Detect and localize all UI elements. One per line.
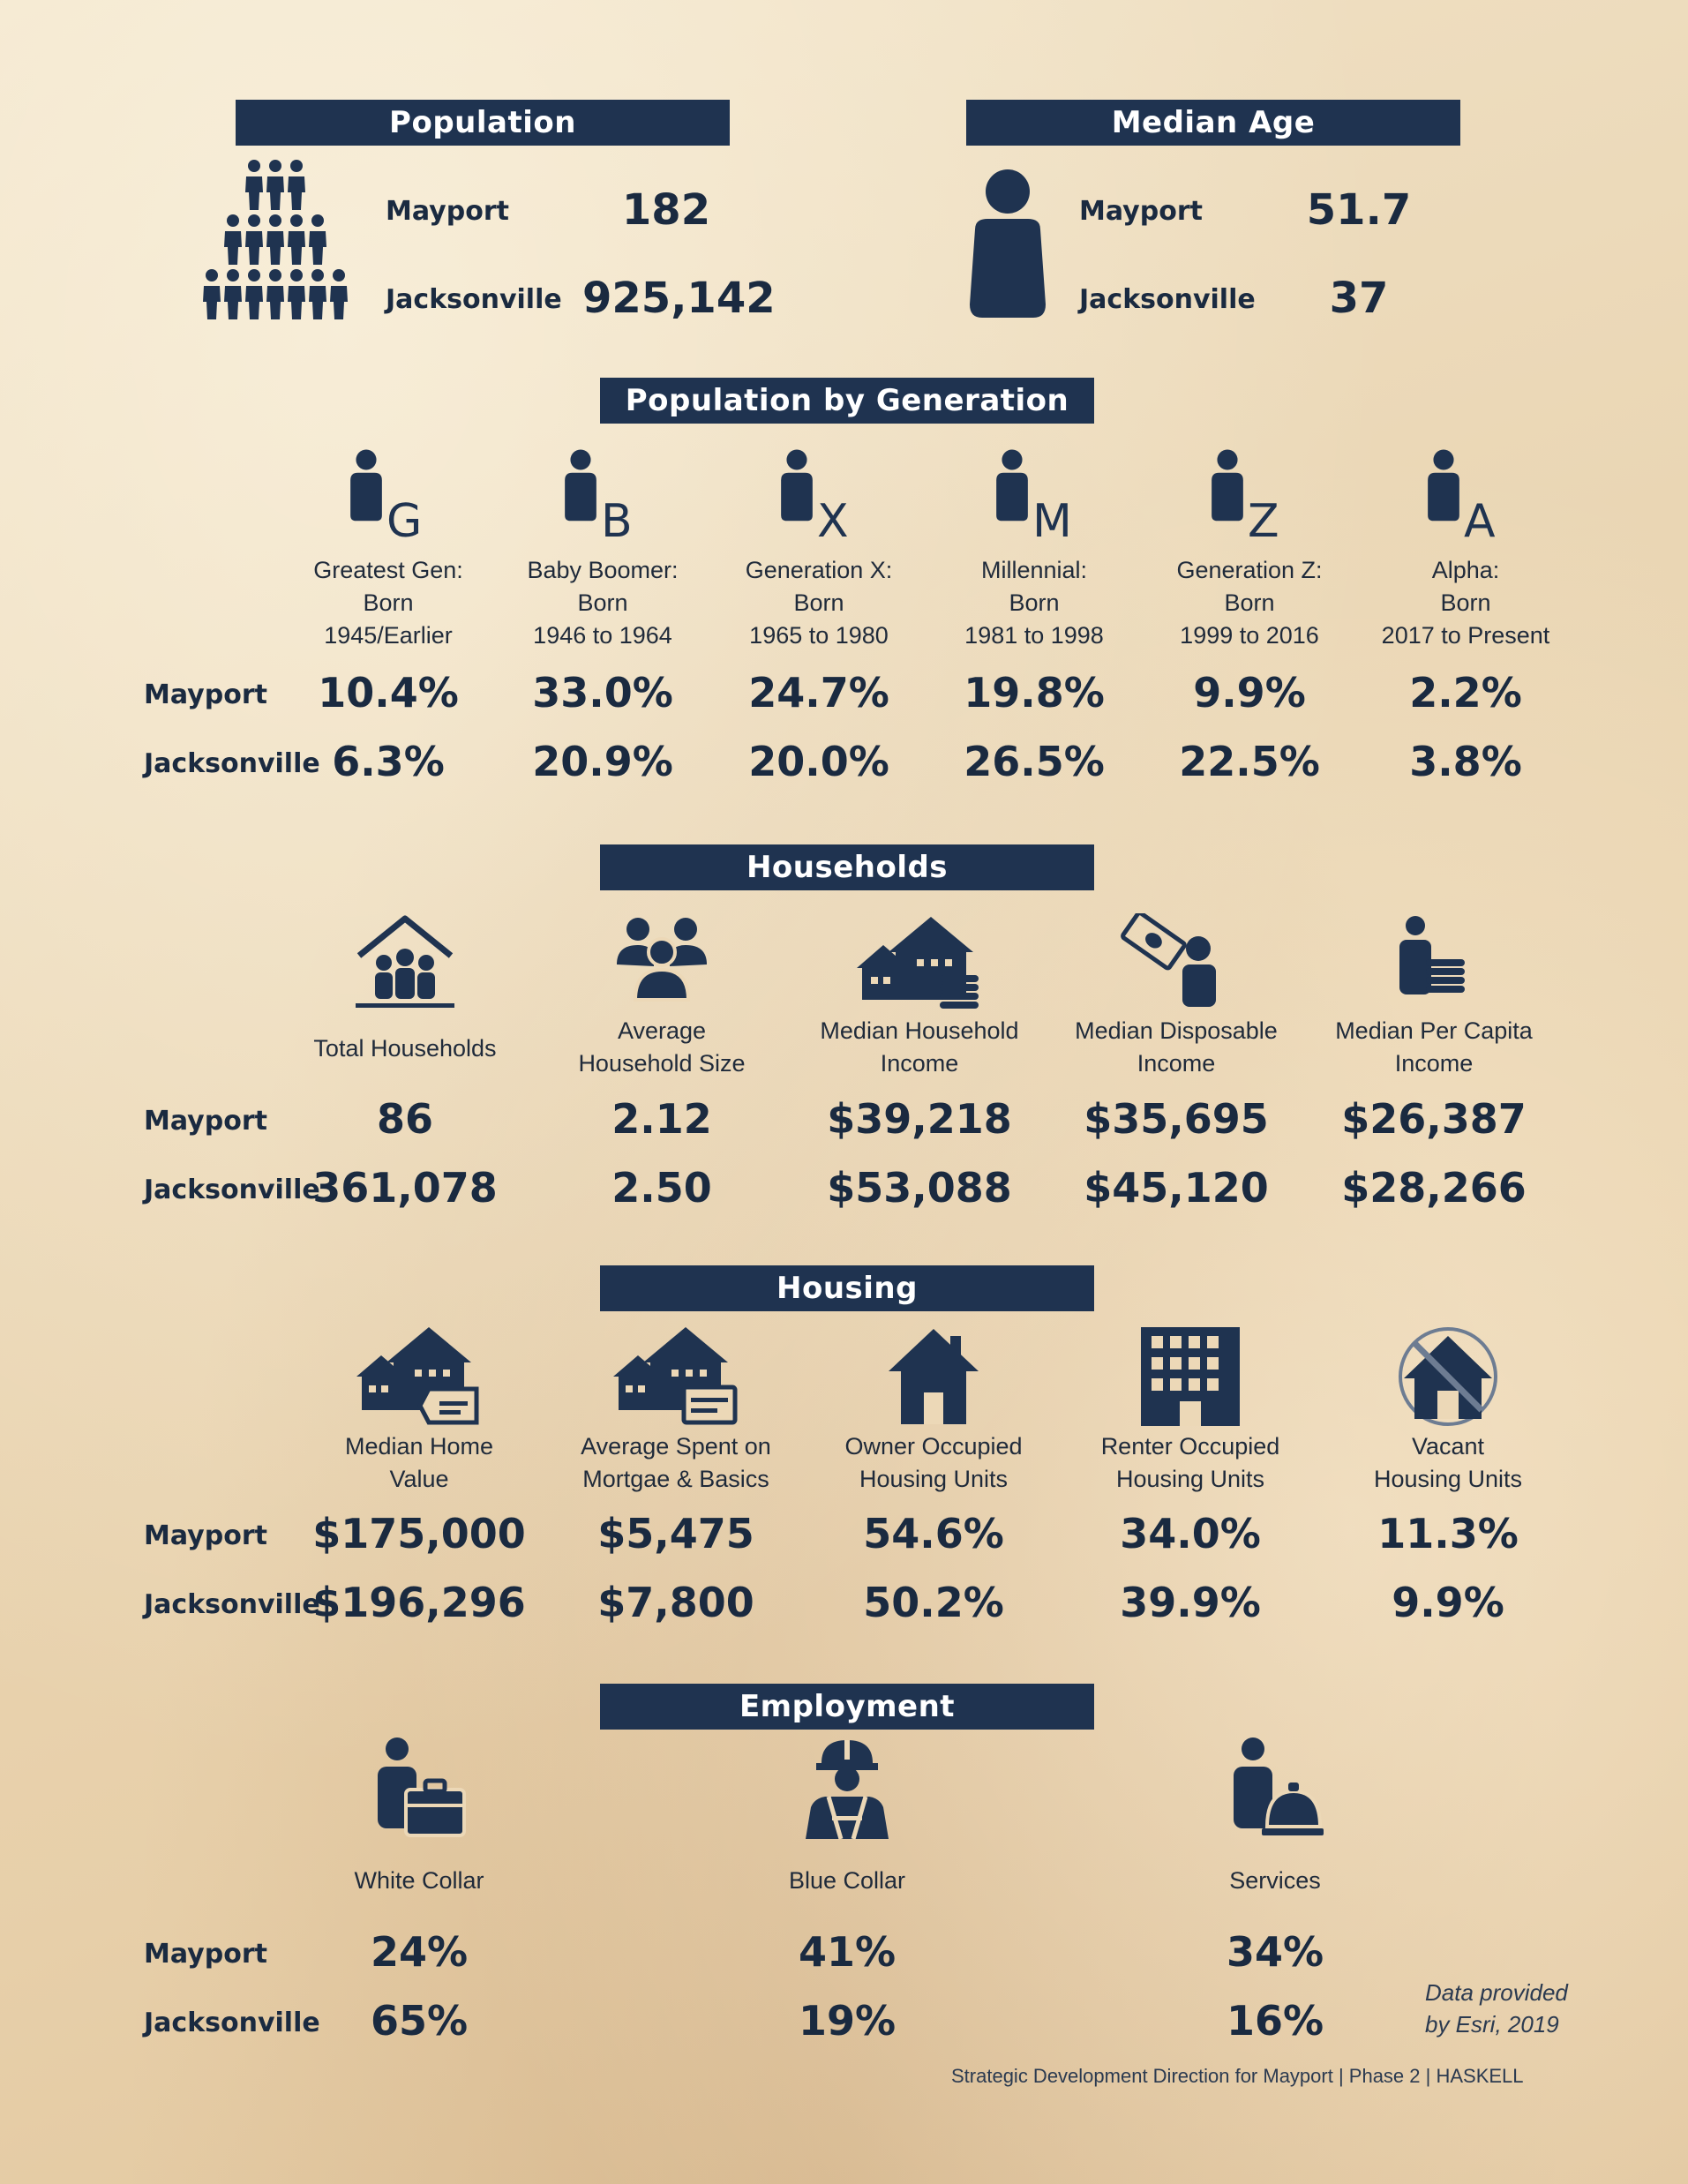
house-family-icon (339, 913, 471, 1019)
service-bell-person-icon (1227, 1737, 1324, 1843)
employment-jacksonville-value: 65% (370, 1997, 469, 2045)
generation-label-line: Generation X: (745, 557, 893, 583)
generation-label (911, 554, 1158, 652)
generation-jacksonville-value: 26.5% (964, 738, 1105, 785)
population-jacksonville-value: 925,142 (582, 274, 776, 323)
housing-mayport-value: 11.3% (1377, 1510, 1519, 1557)
households-mayport-label: Mayport (144, 1106, 267, 1137)
households-label-line: Income (880, 1050, 959, 1077)
housing-label-line: Mortgae & Basics (582, 1466, 769, 1492)
households-label-line: Average (617, 1017, 707, 1044)
generation-label (695, 554, 942, 652)
households-jacksonville-label: Jacksonville (144, 1175, 320, 1205)
households-jacksonville-value: 2.50 (611, 1164, 712, 1212)
households-label (529, 1015, 794, 1080)
housing-jacksonville-value: $7,800 (597, 1579, 754, 1626)
generation-label-line: Born (363, 589, 414, 616)
page-footer: Strategic Development Direction for Mayport | Phase 2 | HASKELL (951, 2065, 1524, 2087)
housing-label (544, 1430, 808, 1496)
generation-label-line: Baby Boomer: (527, 557, 679, 583)
generation-label-line: 1946 to 1964 (533, 622, 672, 649)
housing-label-line: Value (389, 1466, 449, 1492)
generation-label-line: 1965 to 1980 (749, 622, 889, 649)
generation-g-person-icon (344, 446, 432, 552)
generation-letter: X (817, 495, 849, 548)
generation-label-line: Born (577, 589, 628, 616)
generation-m-person-icon (990, 446, 1078, 552)
generation-header: Population by Generation (600, 378, 1094, 424)
generation-mayport-value: 9.9% (1193, 669, 1306, 717)
employment-header: Employment (600, 1684, 1094, 1730)
generation-mayport-value: 10.4% (318, 669, 459, 717)
employment-label: Services (1229, 1867, 1321, 1894)
housing-jacksonville-label: Jacksonville (144, 1589, 320, 1620)
briefcase-person-icon (371, 1737, 468, 1843)
households-mayport-value: $26,387 (1341, 1095, 1527, 1143)
generation-jacksonville-value: 3.8% (1409, 738, 1522, 785)
population-mayport-label: Mayport (386, 196, 509, 227)
housing-label (801, 1430, 1066, 1496)
employment-jacksonville-label: Jacksonville (144, 2008, 320, 2038)
households-mayport-value: 2.12 (611, 1095, 712, 1143)
median-age-mayport-label: Mayport (1079, 196, 1203, 227)
generation-jacksonville-value: 20.9% (532, 738, 673, 785)
employment-mayport-value: 41% (798, 1928, 897, 1976)
households-mayport-value: $39,218 (827, 1095, 1012, 1143)
generation-jacksonville-value: 20.0% (748, 738, 889, 785)
generation-a-person-icon (1422, 446, 1510, 552)
households-jacksonville-value: 361,078 (312, 1164, 498, 1212)
households-label-line: Income (1394, 1050, 1474, 1077)
house-price-tag-icon (353, 1324, 485, 1430)
generation-label-line: 1999 to 2016 (1180, 622, 1319, 649)
housing-jacksonville-value: 9.9% (1392, 1579, 1504, 1626)
generation-mayport-value: 24.7% (748, 669, 889, 717)
generation-mayport-value: 33.0% (532, 669, 673, 717)
median-age-jacksonville-label: Jacksonville (1079, 284, 1256, 315)
housing-label (287, 1430, 551, 1496)
generation-letter: G (386, 495, 423, 548)
housing-label-line: Median Home (344, 1433, 494, 1460)
housing-jacksonville-value: 39.9% (1120, 1579, 1261, 1626)
generation-label-line: Generation Z: (1176, 557, 1323, 583)
housing-label-line: Average Spent on (581, 1433, 771, 1460)
households-label (1044, 1015, 1309, 1080)
households-label-line: Total Households (313, 1035, 497, 1062)
households-jacksonville-value: $28,266 (1341, 1164, 1527, 1212)
house-icon (867, 1324, 1000, 1430)
employment-jacksonville-value: 19% (798, 1997, 897, 2045)
households-label-line: Median Household (820, 1017, 1019, 1044)
households-label-line: Median Per Capita (1335, 1017, 1533, 1044)
generation-x-person-icon (775, 446, 863, 552)
generation-jacksonville-label: Jacksonville (144, 748, 320, 779)
person-icon (966, 168, 1050, 322)
households-mayport-value: 86 (376, 1095, 433, 1143)
generation-letter: A (1464, 495, 1496, 548)
households-mayport-value: $35,695 (1084, 1095, 1269, 1143)
generation-jacksonville-value: 22.5% (1179, 738, 1320, 785)
housing-jacksonville-value: $196,296 (312, 1579, 526, 1626)
housing-label (1316, 1430, 1580, 1496)
generation-b-person-icon (559, 446, 647, 552)
house-card-icon (610, 1324, 742, 1430)
data-source-note (1425, 1977, 1568, 2040)
households-label (787, 1015, 1052, 1080)
median-age-jacksonville-value: 37 (1329, 274, 1389, 323)
population-jacksonville-label: Jacksonville (386, 284, 562, 315)
generation-label (265, 554, 512, 652)
person-coins-icon (1368, 913, 1500, 1019)
employment-mayport-label: Mayport (144, 1939, 267, 1970)
employment-label: White Collar (354, 1867, 484, 1894)
generation-label-line: Alpha: (1431, 557, 1500, 583)
housing-label (1058, 1430, 1323, 1496)
housing-jacksonville-value: 50.2% (863, 1579, 1004, 1626)
housing-label-line: Housing Units (1373, 1466, 1523, 1492)
apartment-building-icon (1124, 1324, 1257, 1430)
households-label-line: Income (1137, 1050, 1216, 1077)
households-jacksonville-value: $45,120 (1084, 1164, 1269, 1212)
person-money-icon (1110, 913, 1242, 1019)
generation-label (1342, 554, 1589, 652)
vacant-house-icon (1382, 1324, 1514, 1430)
generation-mayport-value: 2.2% (1409, 669, 1522, 717)
housing-header: Housing (600, 1265, 1094, 1311)
employment-jacksonville-value: 16% (1226, 1997, 1324, 2045)
data-source-line2: by Esri, 2019 (1425, 2011, 1559, 2038)
housing-label-line: Renter Occupied (1100, 1433, 1280, 1460)
generation-mayport-value: 19.8% (964, 669, 1105, 717)
generation-label (479, 554, 726, 652)
housing-mayport-value: $5,475 (597, 1510, 754, 1557)
generation-label-line: Greatest Gen: (313, 557, 463, 583)
housing-label-line: Vacant (1411, 1433, 1485, 1460)
housing-label-line: Housing Units (1115, 1466, 1265, 1492)
households-label (1302, 1015, 1566, 1080)
hardhat-worker-icon (799, 1737, 896, 1843)
generation-label-line: Born (1440, 589, 1491, 616)
generation-jacksonville-value: 6.3% (332, 738, 445, 785)
generation-label-line: 1981 to 1998 (964, 622, 1104, 649)
median-age-mayport-value: 51.7 (1306, 185, 1412, 235)
generation-mayport-label: Mayport (144, 679, 267, 710)
people-group-icon (596, 913, 728, 1019)
generation-label-line: 2017 to Present (1381, 622, 1550, 649)
households-label-line: Median Disposable (1075, 1017, 1278, 1044)
housing-mayport-value: $175,000 (312, 1510, 526, 1557)
generation-letter: B (601, 495, 633, 548)
housing-mayport-value: 34.0% (1120, 1510, 1261, 1557)
employment-mayport-value: 24% (370, 1928, 469, 1976)
employment-label: Blue Collar (788, 1867, 906, 1894)
generation-z-person-icon (1205, 446, 1294, 552)
data-source-line1: Data provided (1425, 1979, 1568, 2006)
generation-label-line: Born (1009, 589, 1060, 616)
generation-letter: M (1032, 495, 1072, 548)
generation-letter: Z (1248, 495, 1279, 548)
median-age-header: Median Age (966, 100, 1460, 146)
housing-label-line: Owner Occupied (844, 1433, 1023, 1460)
housing-mayport-value: 54.6% (863, 1510, 1004, 1557)
population-header: Population (236, 100, 730, 146)
employment-mayport-value: 34% (1226, 1928, 1324, 1976)
population-mayport-value: 182 (621, 185, 711, 235)
generation-label-line: 1945/Earlier (324, 622, 453, 649)
crowd-icon (201, 159, 349, 322)
households-header: Households (600, 844, 1094, 890)
generation-label-line: Born (793, 589, 844, 616)
generation-label (1126, 554, 1373, 652)
housing-mayport-label: Mayport (144, 1520, 267, 1551)
households-label-line: Household Size (578, 1050, 746, 1077)
generation-label-line: Born (1224, 589, 1275, 616)
housing-label-line: Housing Units (859, 1466, 1009, 1492)
households-label (273, 1032, 537, 1065)
house-coins-icon (853, 913, 986, 1019)
households-jacksonville-value: $53,088 (827, 1164, 1012, 1212)
generation-label-line: Millennial: (980, 557, 1088, 583)
